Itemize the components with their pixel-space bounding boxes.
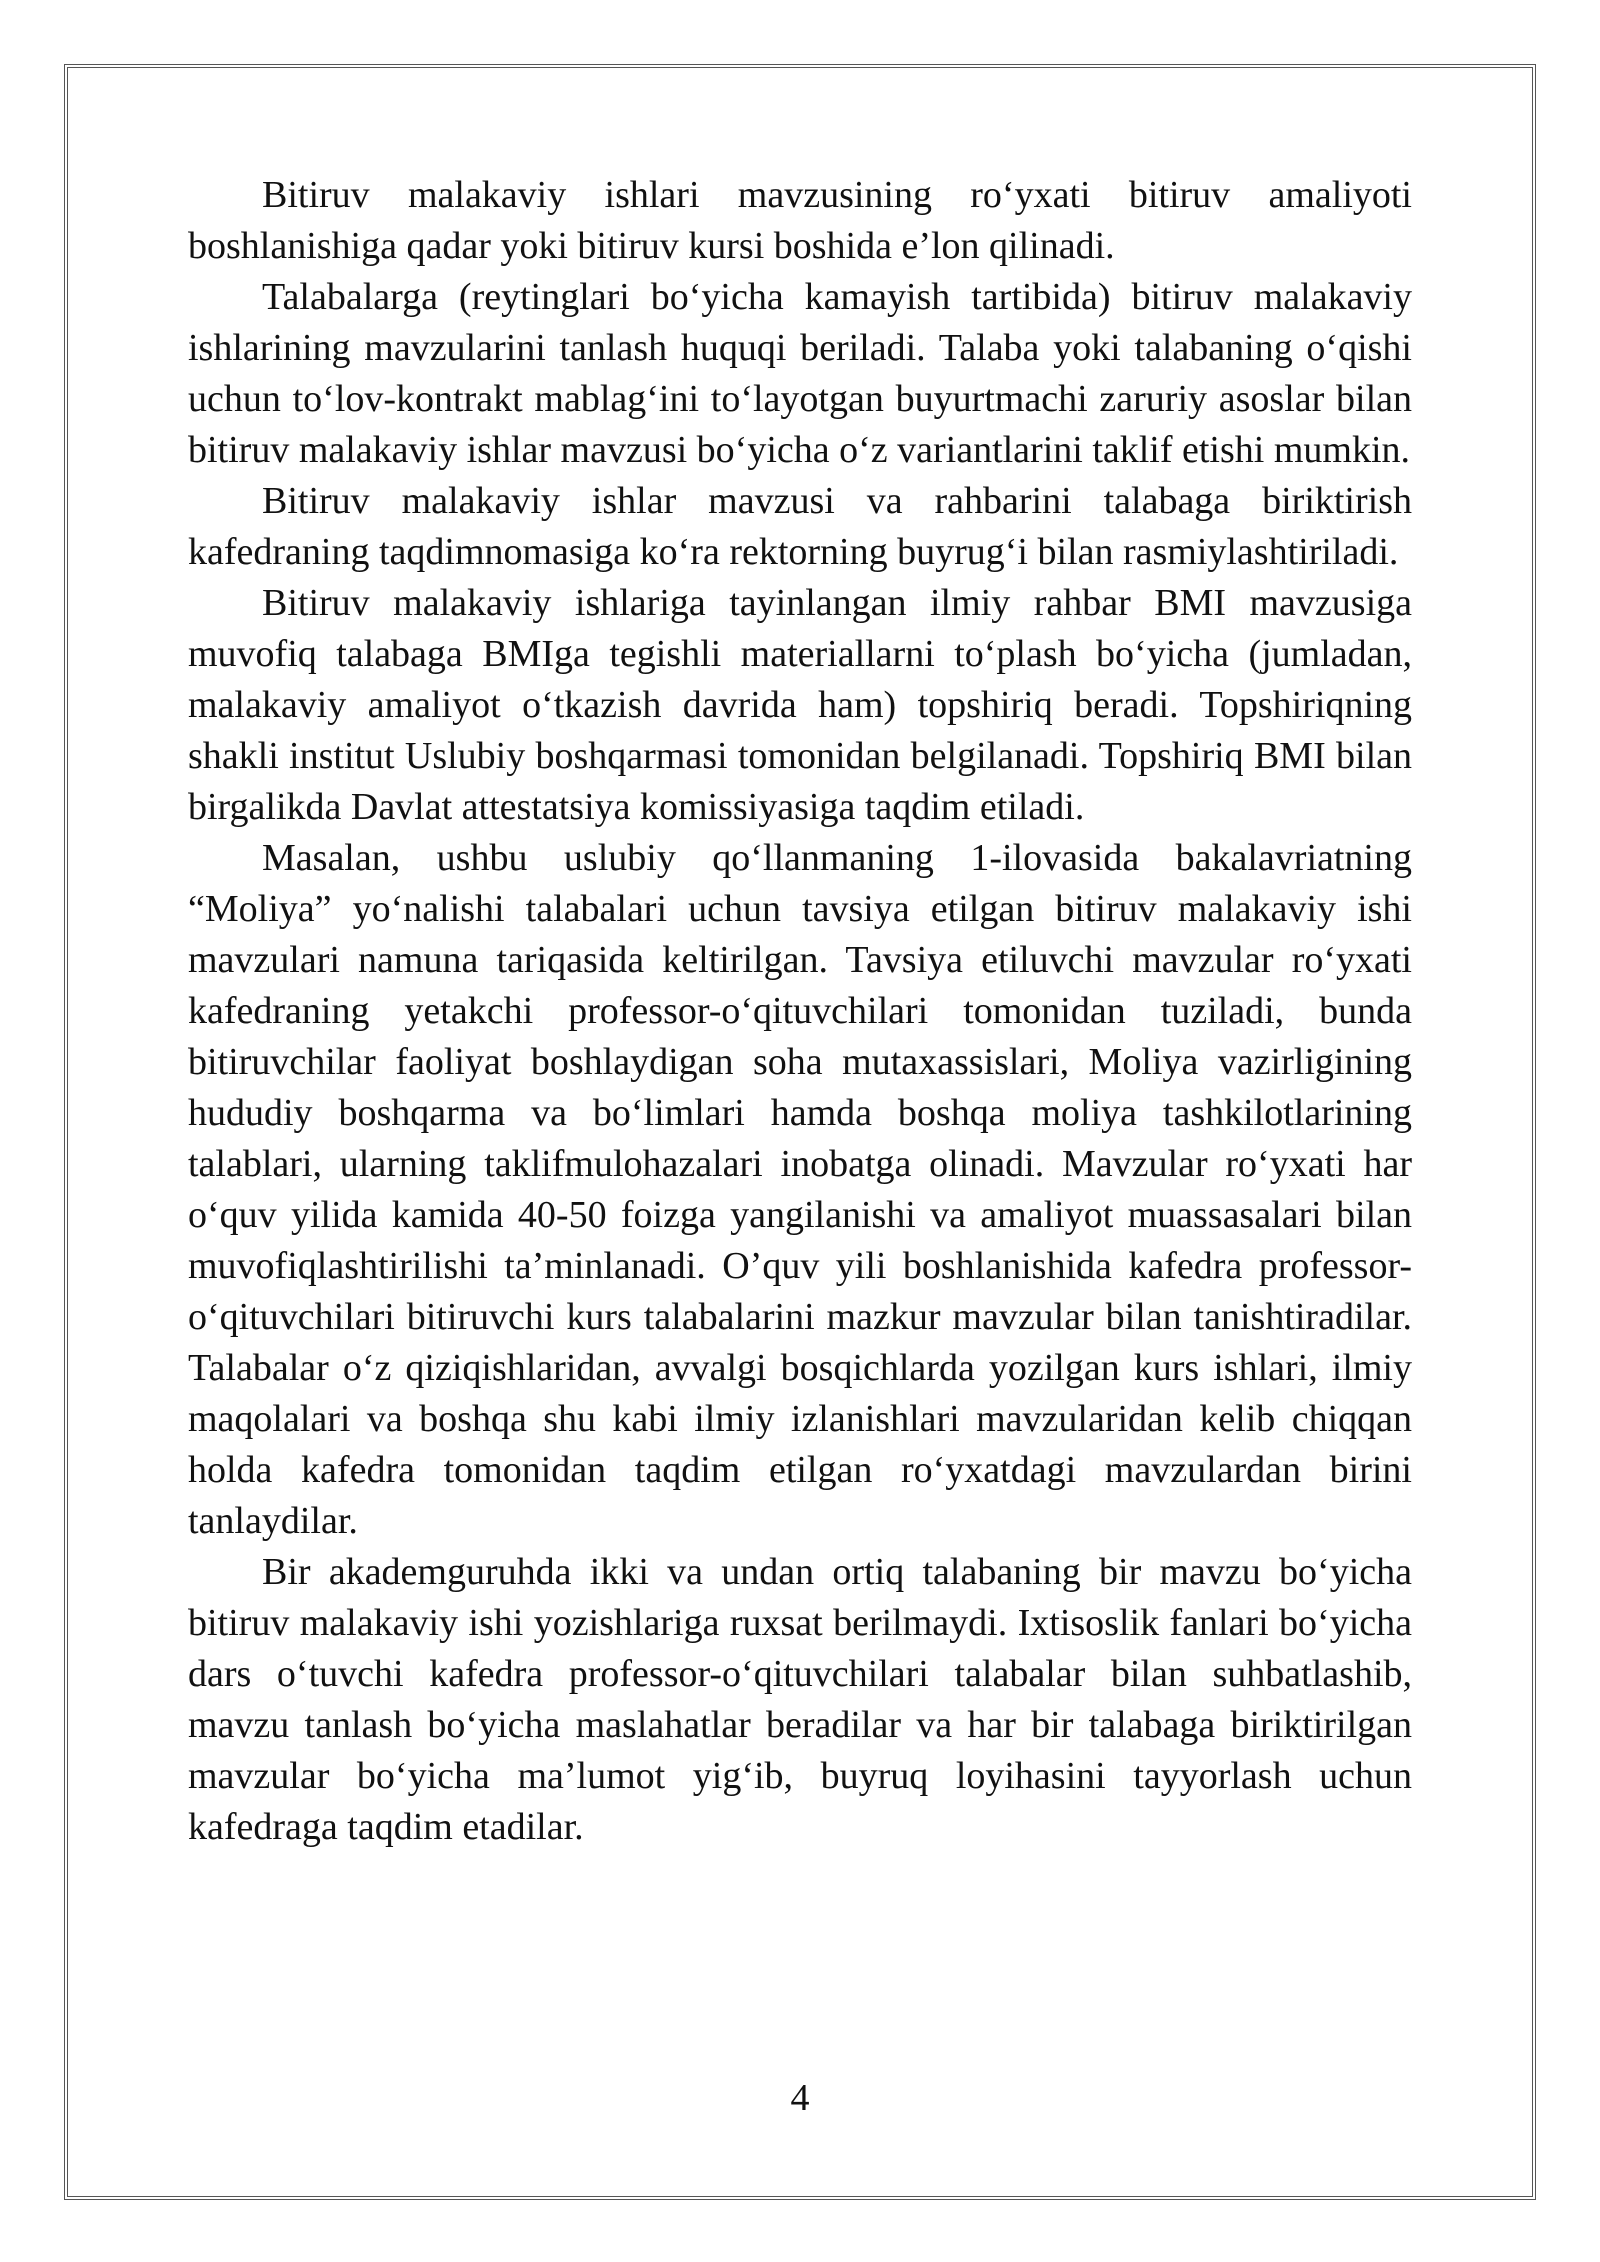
paragraph-6: Bir akademguruhda ikki va undan ortiq talabaning bir mavzu bo‘yicha bitiruv malakaviy ishi yozishlariga ruxsat berilmaydi. Ixtisoslik fanlari bo‘yicha dars o‘tuvchi kafedra professor-o‘qituvchilari talabalar bilan suhbatlashib, mavzu tanlash bo‘yicha maslahatlar beradilar va har bir talabaga biriktirilgan mavzular bo‘yicha ma’lumot yig‘ib, buyruq loyihasini tayyorlash uchun kafedraga taqdim etadilar. (188, 1551, 1412, 1848)
document-body (188, 170, 1412, 1853)
paragraph-5: Masalan, ushbu uslubiy qo‘llanmaning 1-ilovasida bakalavriatning “Moliya” yo‘nalishi talabalari uchun tavsiya etilgan bitiruv malakaviy ishi mavzulari namuna tariqasida keltirilgan. Tavsiya etiluvchi mavzular ro‘yxati kafedraning yetakchi professor-o‘qituvchilari tomonidan tuziladi, bunda bitiruvchilar faoliyat boshlaydigan soha mutaxassislari, Moliya vazirligining hududiy boshqarma va bo‘limlari hamda boshqa moliya tashkilotlarining talablari, ularning taklifmulohazalari inobatga olinadi. Mavzular ro‘yxati har o‘quv yilida kamida 40-50 foizga yangilanishi va amaliyot muassasalari bilan muvofiqlashtirilishi ta’minlanadi. O’quv yili boshlanishida kafedra professor-o‘qituvchilari bitiruvchi kurs talabalarini mazkur mavzular bilan tanishtiradilar. Talabalar o‘z qiziqishlaridan, avvalgi bosqichlarda yozilgan kurs ishlari, ilmiy maqolalari va boshqa shu kabi ilmiy izlanishlari mavzularidan kelib chiqqan holda kafedra tomonidan taqdim etilgan ro‘yxatdagi mavzulardan birini tanlaydilar. (188, 837, 1412, 1542)
paragraph-4: Bitiruv malakaviy ishlariga tayinlangan ilmiy rahbar BMI mavzusiga muvofiq talabaga BMIga tegishli materiallarni to‘plash bo‘yicha (jumladan, malakaviy amaliyot o‘tkazish davrida ham) topshiriq beradi. Topshiriqning shakli institut Uslubiy boshqarmasi tomonidan belgilanadi. Topshiriq BMI bilan birgalikda Davlat attestatsiya komissiyasiga taqdim etiladi. (188, 582, 1412, 828)
paragraph-2: Talabalarga (reytinglari bo‘yicha kamayish tartibida) bitiruv malakaviy ishlarining mavzularini tanlash huquqi beriladi. Talaba yoki talabaning o‘qishi uchun to‘lov-kontrakt mablag‘ini to‘layotgan buyurtmachi zaruriy asoslar bilan bitiruv malakaviy ishlar mavzusi bo‘yicha o‘z variantlarini taklif etishi mumkin. (188, 276, 1412, 471)
paragraph-3: Bitiruv malakaviy ishlar mavzusi va rahbarini talabaga biriktirish kafedraning taqdimnomasiga ko‘ra rektorning buyrug‘i bilan rasmiylashtiriladi. (188, 480, 1412, 573)
paragraph-1: Bitiruv malakaviy ishlari mavzusining ro‘yxati bitiruv amaliyoti boshlanishiga qadar yoki bitiruv kursi boshida e’lon qilinadi. (188, 174, 1412, 267)
page-number: 4 (790, 2077, 810, 2119)
